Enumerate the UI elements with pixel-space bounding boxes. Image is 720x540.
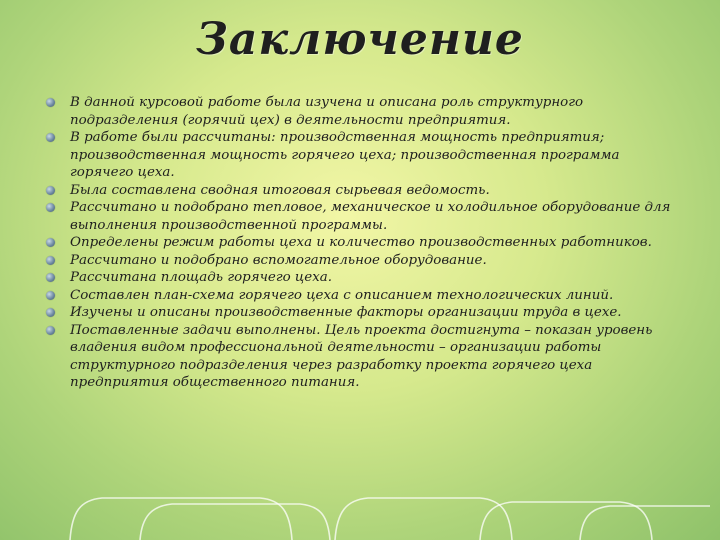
bullet-item bbox=[44, 287, 684, 305]
bullet-item bbox=[44, 129, 684, 182]
bullet-dot-icon bbox=[46, 133, 55, 142]
slide-title: Заключение bbox=[196, 14, 524, 65]
bullet-dot-icon bbox=[46, 308, 55, 317]
bullet-text: В работе были рассчитаны: производственная мощность предприятия; производственная мощность горячего цеха; производственная программа горячего цеха. bbox=[70, 130, 620, 180]
bullet-dot-icon bbox=[46, 326, 55, 335]
bullet-list bbox=[44, 94, 684, 392]
bullet-text: Рассчитано и подобрано вспомогательное оборудование. bbox=[70, 252, 487, 268]
bullet-item bbox=[44, 234, 684, 252]
bullet-dot-icon bbox=[46, 238, 55, 247]
bullet-text: Рассчитана площадь горячего цеха. bbox=[70, 270, 332, 285]
decorative-arcs bbox=[60, 492, 720, 540]
bullet-item bbox=[44, 269, 684, 287]
bullet-text: Поставленные задачи выполнены. Цель проекта достигнута – показан уровень владения видом профессиональной деятельности – организации работы структурного подразделения через разработку проекта горячего цеха предприятия общественного питания. bbox=[70, 322, 653, 390]
bullet-dot-icon bbox=[46, 256, 55, 265]
bullet-item bbox=[44, 94, 684, 129]
bullet-item bbox=[44, 199, 684, 234]
bullet-text: Составлен план-схема горячего цеха с описанием технологических линий. bbox=[70, 287, 614, 303]
bullet-item bbox=[44, 252, 684, 270]
bullet-item bbox=[44, 304, 684, 322]
bullet-dot-icon bbox=[46, 273, 55, 282]
bullet-text: Изучены и описаны производственные факторы организации труда в цехе. bbox=[70, 305, 622, 320]
bullet-text: Рассчитано и подобрано тепловое, механическое и холодильное оборудование для выполнения производственной программы. bbox=[70, 200, 671, 233]
bullet-dot-icon bbox=[46, 98, 55, 107]
bullet-dot-icon bbox=[46, 203, 55, 212]
bullet-text: Была составлена сводная итоговая сырьевая ведомость. bbox=[70, 182, 490, 198]
bullet-item bbox=[44, 322, 684, 392]
bullet-text: В данной курсовой работе была изучена и описана роль структурного подразделения (горячий цех) в деятельности предприятия. bbox=[70, 95, 584, 128]
bullet-dot-icon bbox=[46, 291, 55, 300]
bullet-item bbox=[44, 182, 684, 200]
bullet-dot-icon bbox=[46, 186, 55, 195]
bullet-text: Определены режим работы цеха и количество производственных работников. bbox=[70, 235, 652, 250]
